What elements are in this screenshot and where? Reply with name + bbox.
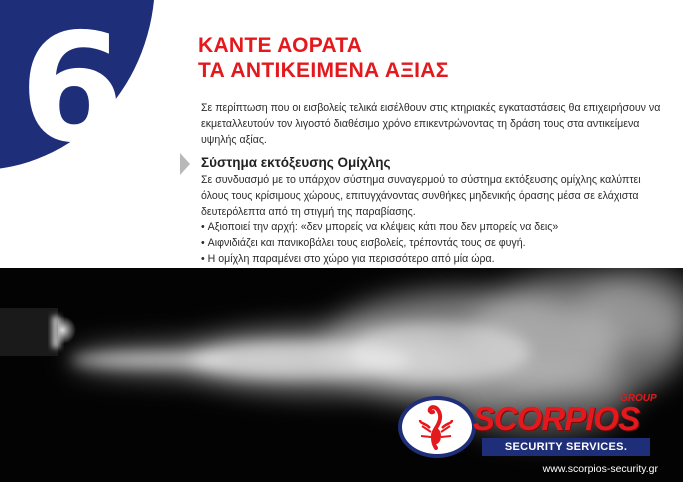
- logo-tagline: SECURITY SERVICES.: [482, 438, 650, 456]
- scorpios-logo: [398, 392, 657, 462]
- bullet-item: • Η ομίχλη παραμένει στο χώρο για περισσότερο από μία ώρα.: [201, 251, 671, 267]
- nozzle-body: [0, 308, 58, 356]
- section-title: Σύστημα εκτόξευσης Ομίχλης: [201, 155, 391, 170]
- bullet-item: • Αιφνιδιάζει και πανικοβάλει τους εισβολείς, τρέποντάς τους σε φυγή.: [201, 235, 671, 251]
- page-number: 6: [19, 2, 125, 175]
- page-headline: [198, 33, 668, 83]
- logo-group-label: GROUP: [620, 393, 657, 404]
- website-link[interactable]: www.scorpios-security.gr: [542, 463, 658, 475]
- nozzle-tip: [52, 316, 60, 348]
- bullet-item: • Αξιοποιεί την αρχή: «δεν μπορείς να κλέψεις κάτι που δεν μπορείς να δεις»: [201, 219, 671, 235]
- bullet-list: [201, 219, 671, 267]
- intro-paragraph: Σε περίπτωση που οι εισβολείς τελικά εισέλθουν στις κτηριακές εγκαταστάσεις θα επιχειρήσουν να εκμεταλλευτούν τον λιγοστό διαθέσιμο χρόνο επικεντρώνοντας τη δράση τους στα αντικείμενα υψηλής αξίας.: [201, 102, 661, 146]
- headline-line-1: ΚΑΝΤΕ ΑΟΡΑΤΑ: [198, 34, 363, 57]
- logo-wordmark: SCORPIOS: [472, 400, 640, 437]
- headline-line-2: ΤΑ ΑΝΤΙΚΕΙΜΕΝΑ ΑΞΙΑΣ: [198, 59, 449, 82]
- page-corner-badge: [0, 0, 160, 175]
- scorpion-icon: [416, 402, 456, 452]
- play-arrow-icon: [180, 153, 190, 175]
- section-body: Σε συνδυασμό με το υπάρχον σύστημα συναγερμού το σύστημα εκτόξευσης ομίχλης καλύπτει όλους τους κρίσιμους χώρους, επιτυγχάνοντας συνθήκες μηδενικής όρασης μέσα σε ελάχιστα δευτερόλεπτα από τη στιγμή της παραβίασης.: [201, 174, 641, 218]
